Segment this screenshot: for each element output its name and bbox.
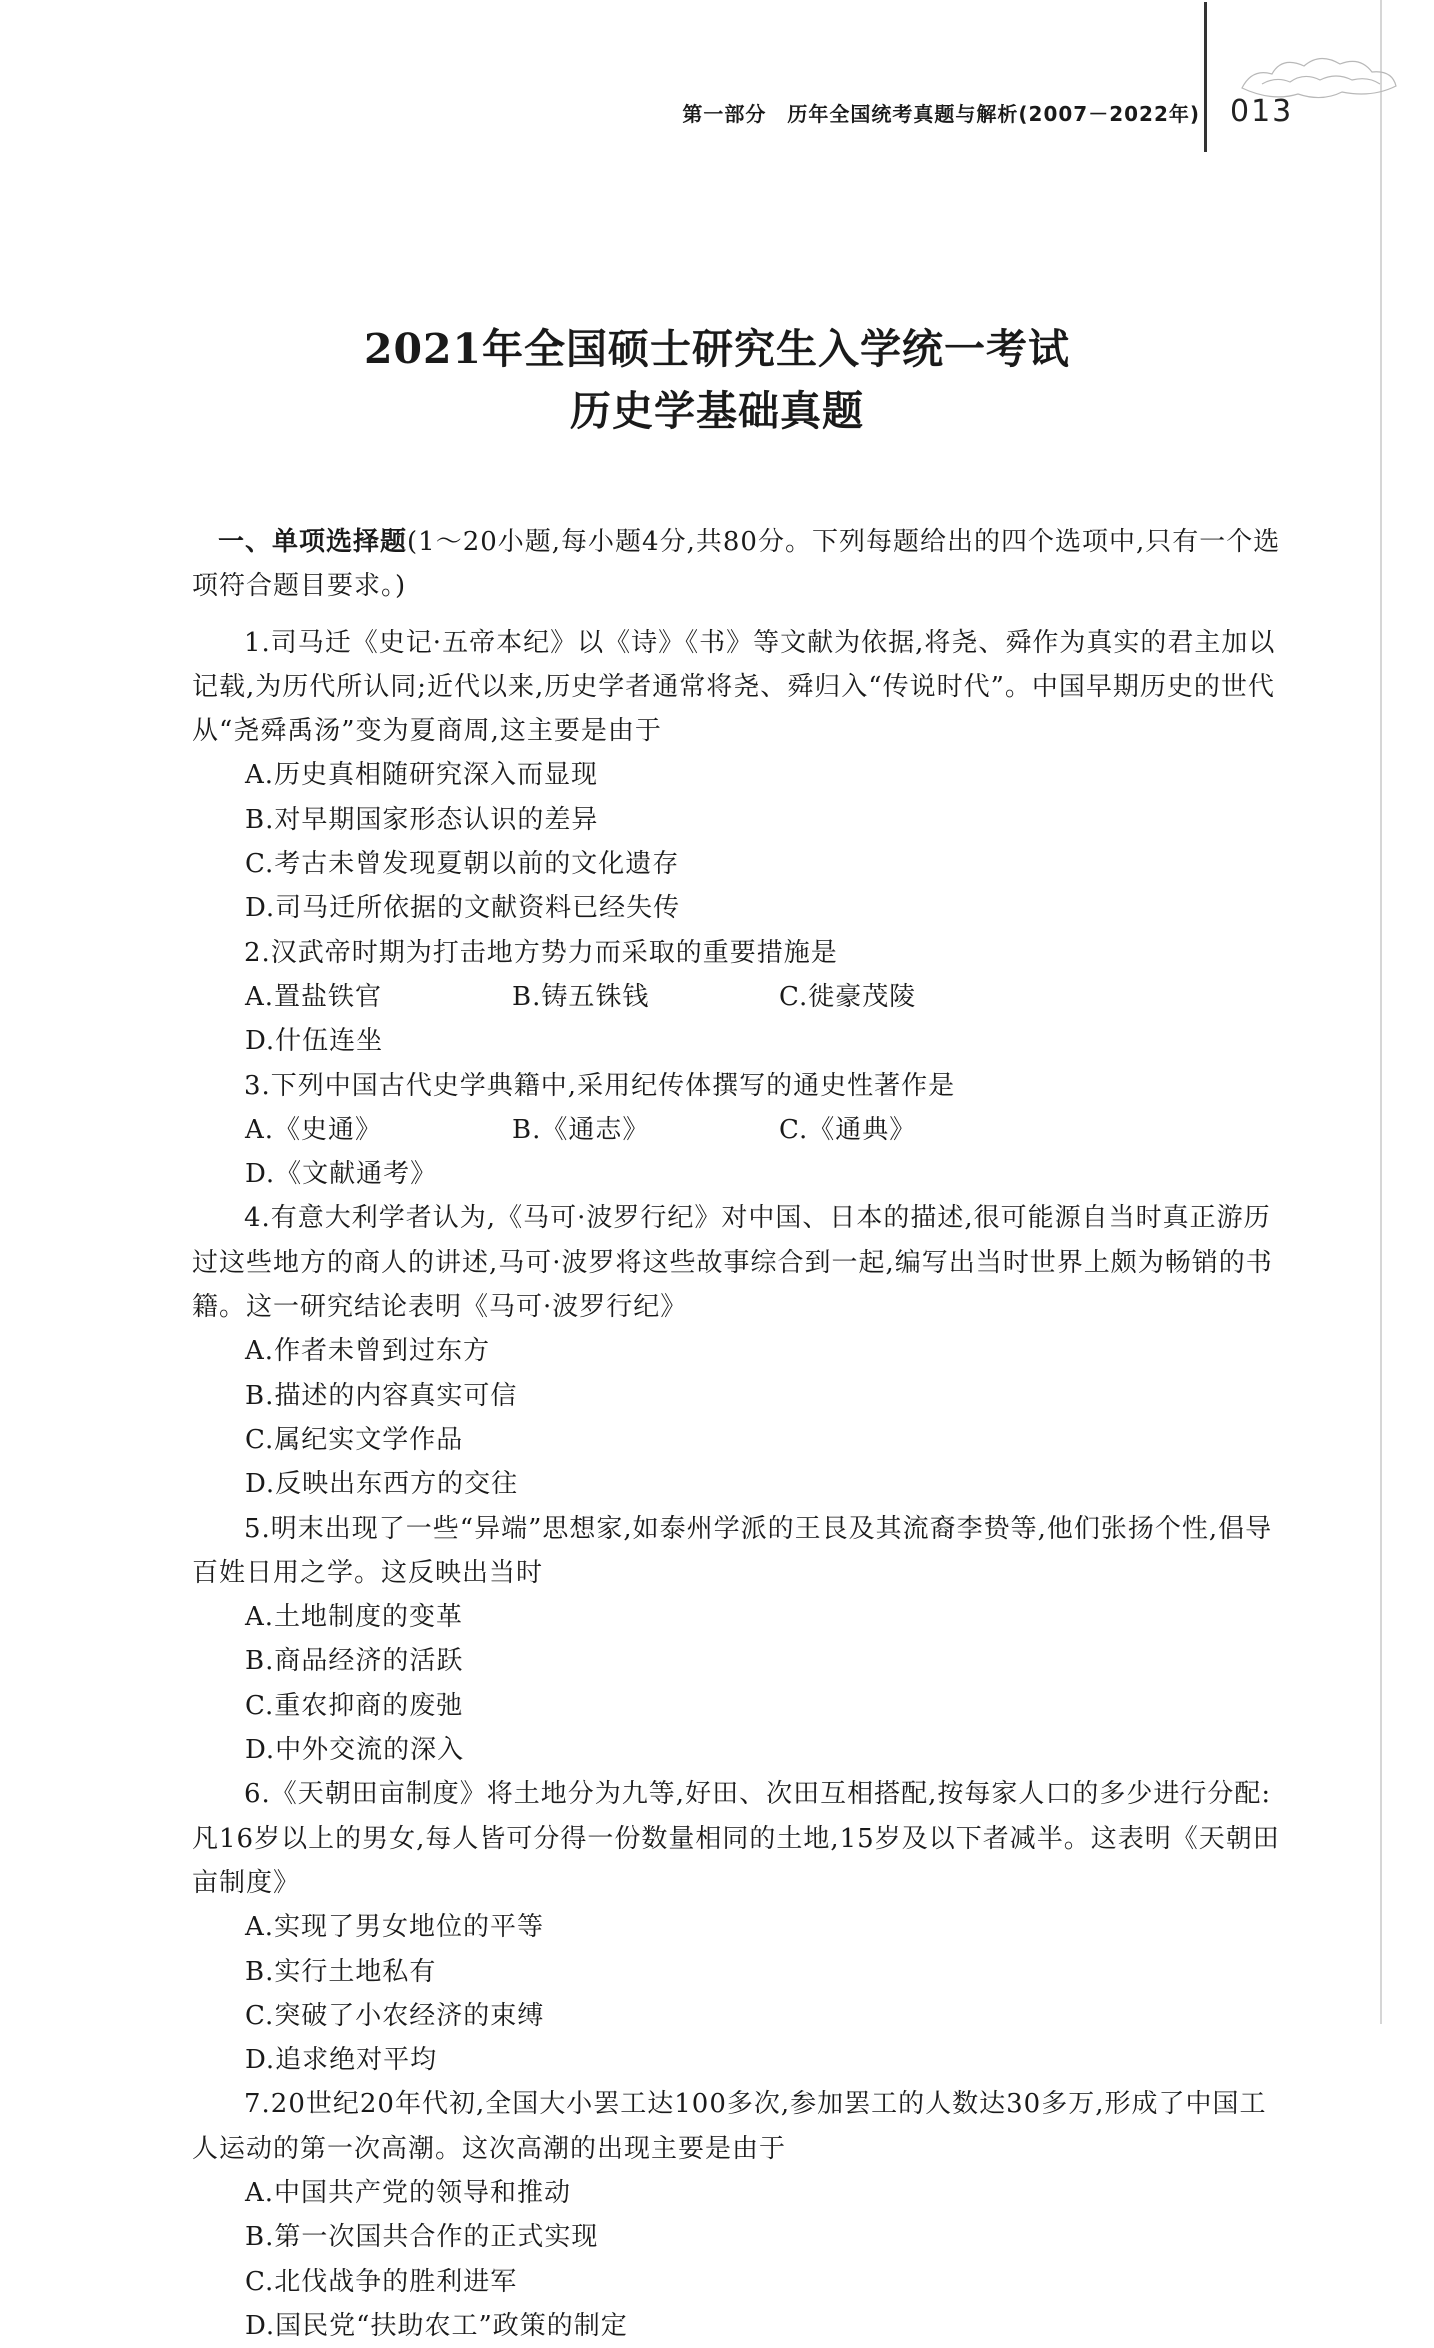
question-stem: 2.汉武帝时期为打击地方势力而采取的重要措施是 [244,937,838,968]
exam-content [192,520,1282,2348]
option-group [192,753,1282,930]
section-note: (1～20小题,每小题4分,共80分。下列每题给出的四个选项中,只有一个选项符合题目要求。) [192,527,1281,602]
answer-option: B.第一次国共合作的正式实现 [245,2222,599,2253]
question-item [192,1196,1282,1506]
binding-edge-line [1380,0,1382,2024]
answer-option: B.铸五铢钱 [512,981,650,1012]
answer-option: C.考古未曾发现夏朝以前的文化遗存 [245,849,680,880]
answer-option: A.作者未曾到过东方 [245,1336,491,1367]
question-stem: 1.司马迁《史记·五帝本纪》以《诗》《书》等文献为依据,将尧、舜作为真实的君主加以记载,为历代所认同;近代以来,历史学者通常将尧、舜归入“传说时代”。中国早期历史的世代从“尧舜禹汤”变为夏商周,这主要是由于 [192,627,1276,747]
answer-option: B.对早期国家形态认识的差异 [245,804,599,835]
answer-option: C.重农抑商的废弛 [245,1690,464,1721]
answer-option: A.置盐铁官 [245,981,383,1012]
answer-option: B.商品经济的活跃 [245,1646,464,1677]
option-group [192,1905,1282,2082]
question-item [192,931,1282,1064]
answer-option: D.反映出东西方的交往 [245,1469,519,1500]
answer-option: B.《通志》 [512,1114,650,1145]
answer-option: D.《文献通考》 [245,1159,438,1190]
answer-option: B.描述的内容真实可信 [245,1380,518,1411]
question-stem: 6.《天朝田亩制度》将土地分为九等,好田、次田互相搭配,按每家人口的多少进行分配:凡16岁以上的男女,每人皆可分得一份数量相同的土地,15岁及以下者减半。这表明《天朝田亩制度》 [192,1779,1280,1898]
title-line-2: 历史学基础真题 [570,387,864,435]
question-item [192,2082,1282,2348]
answer-option: B.实行土地私有 [245,1956,437,1987]
answer-option: C.徙豪茂陵 [779,981,917,1012]
question-list [192,621,1282,2348]
option-group [192,2171,1282,2348]
answer-option: A.土地制度的变革 [245,1602,464,1633]
question-item [192,1772,1282,2082]
answer-option: C.《通典》 [779,1114,917,1145]
answer-option: D.什伍连坐 [245,1026,384,1057]
answer-option: A.《史通》 [245,1114,383,1145]
answer-option: A.中国共产党的领导和推动 [245,2177,572,2208]
exam-title [0,318,1434,442]
answer-option: A.实现了男女地位的平等 [245,1912,545,1943]
option-group [192,975,1282,1064]
section-heading: 一、单项选择题 [218,527,408,557]
answer-option: D.司马迁所依据的文献资料已经失传 [245,893,681,924]
answer-option: C.北伐战争的胜利进军 [245,2266,518,2297]
answer-option: C.突破了小农经济的束缚 [245,2000,545,2031]
option-group [192,1595,1282,1772]
page-number: 013 [1230,94,1294,129]
question-stem: 4.有意大利学者认为,《马可·波罗行纪》对中国、日本的描述,很可能源自当时真正游历过这些地方的商人的讲述,马可·波罗将这些故事综合到一起,编写出当时世界上颇为畅销的书籍。这一研究结论表明《马可·波罗行纪》 [192,1203,1273,1323]
question-item [192,1064,1282,1197]
answer-option: D.国民党“扶助农工”政策的制定 [245,2310,628,2341]
header-divider [1204,2,1207,152]
question-item [192,1507,1282,1773]
answer-option: A.历史真相随研究深入而显现 [245,760,599,791]
answer-option: C.属纪实文学作品 [245,1424,464,1455]
answer-option: D.中外交流的深入 [245,1735,465,1766]
answer-option: D.追求绝对平均 [245,2045,438,2076]
running-head: 第一部分 历年全国统考真题与解析(2007－2022年) [682,102,1200,126]
question-item [192,621,1282,931]
page-header [0,92,1434,142]
option-group [192,1329,1282,1506]
section-intro [192,520,1282,609]
question-stem: 3.下列中国古代史学典籍中,采用纪传体撰写的通史性著作是 [244,1070,956,1101]
title-line-1: 2021年全国硕士研究生入学统一考试 [363,325,1071,373]
question-stem: 7.20世纪20年代初,全国大小罢工达100多次,参加罢工的人数达30多万,形成了中国工人运动的第一次高潮。这次高潮的出现主要是由于 [192,2089,1267,2164]
option-group [192,1108,1282,1197]
question-stem: 5.明末出现了一些“异端”思想家,如泰州学派的王艮及其流裔李贽等,他们张扬个性,倡导百姓日用之学。这反映出当时 [192,1513,1273,1588]
